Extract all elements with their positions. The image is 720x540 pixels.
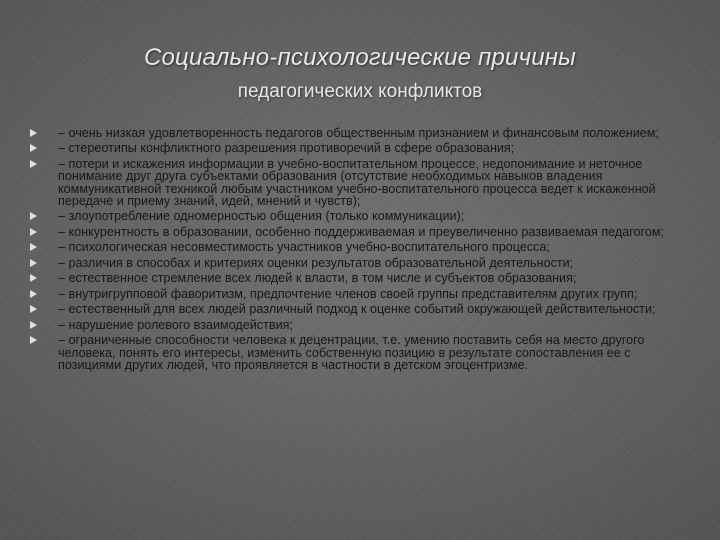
- bullet-text: – естественный для всех людей различный подход к оценке событий окружающей действительности;: [58, 302, 656, 317]
- bullet-text: – ограниченные способности человека к децентрации, т.е. умению поставить себя на место другого человека, понять его интересы, изменить собственную позицию в результате сопоставления ее с позициями других людей, что проявляется в частности в детском эгоцентризме.: [58, 333, 645, 372]
- bullet-item: [30, 226, 692, 238]
- bullet-item: [30, 158, 692, 207]
- triangle-right-icon: [30, 228, 37, 236]
- bullet-text: – естественное стремление всех людей к власти, в том числе и субъектов образования;: [58, 271, 577, 286]
- bullet-text: – психологическая несовместимость участников учебно-воспитательного процесса;: [58, 240, 550, 255]
- bullet-text: – нарушение ролевого взаимодействия;: [58, 317, 293, 332]
- triangle-right-icon: [30, 274, 37, 282]
- triangle-right-icon: [30, 243, 37, 251]
- triangle-right-icon: [30, 336, 37, 344]
- bullet-list: [30, 127, 692, 374]
- bullet-item: [30, 127, 692, 139]
- bullet-item: [30, 241, 692, 253]
- triangle-right-icon: [30, 321, 37, 329]
- triangle-right-icon: [30, 290, 37, 298]
- bullet-text: – очень низкая удовлетворенность педагогов общественным признанием и финансовым положением;: [58, 126, 659, 140]
- bullet-text: – злоупотребление одномерностью общения (только коммуникации);: [58, 209, 465, 224]
- bullet-item: [30, 288, 692, 300]
- triangle-right-icon: [30, 305, 37, 313]
- bullet-item: [30, 319, 692, 331]
- triangle-right-icon: [30, 160, 37, 168]
- bullet-text: – потери и искажения информации в учебно-воспитательном процессе, недопонимание и неточное понимание друг друга субъектами образования (отсутствие необходимых навыков владения коммуникативной техникой любым участником учебно-воспитательного процесса ведет к искаженной передаче и приему знаний, идей, мнений и чувств);: [58, 156, 656, 208]
- triangle-right-icon: [30, 259, 37, 267]
- bullet-text: – стереотипы конфликтного разрешения противоречий в сфере образования;: [58, 141, 515, 156]
- bullet-item: [30, 272, 692, 284]
- slide-subtitle: педагогических конфликтов: [237, 81, 483, 102]
- triangle-right-icon: [30, 212, 37, 220]
- triangle-right-icon: [30, 129, 37, 137]
- bullet-item: [30, 334, 692, 371]
- bullet-item: [30, 210, 692, 222]
- bullet-item: [30, 303, 692, 315]
- bullet-text: – различия в способах и критериях оценки результатов образовательной деятельности;: [58, 255, 574, 270]
- slide-title: Социально-психологические причины: [143, 44, 577, 71]
- bullet-item: [30, 142, 692, 154]
- bullet-text: – конкурентность в образовании, особенно поддерживаемая и преувеличенно развиваемая педагогом;: [58, 224, 665, 239]
- bullet-text: – внутригрупповой фаворитизм, предпочтение членов своей группы представителям других групп;: [58, 286, 638, 301]
- triangle-right-icon: [30, 144, 37, 152]
- bullet-item: [30, 257, 692, 269]
